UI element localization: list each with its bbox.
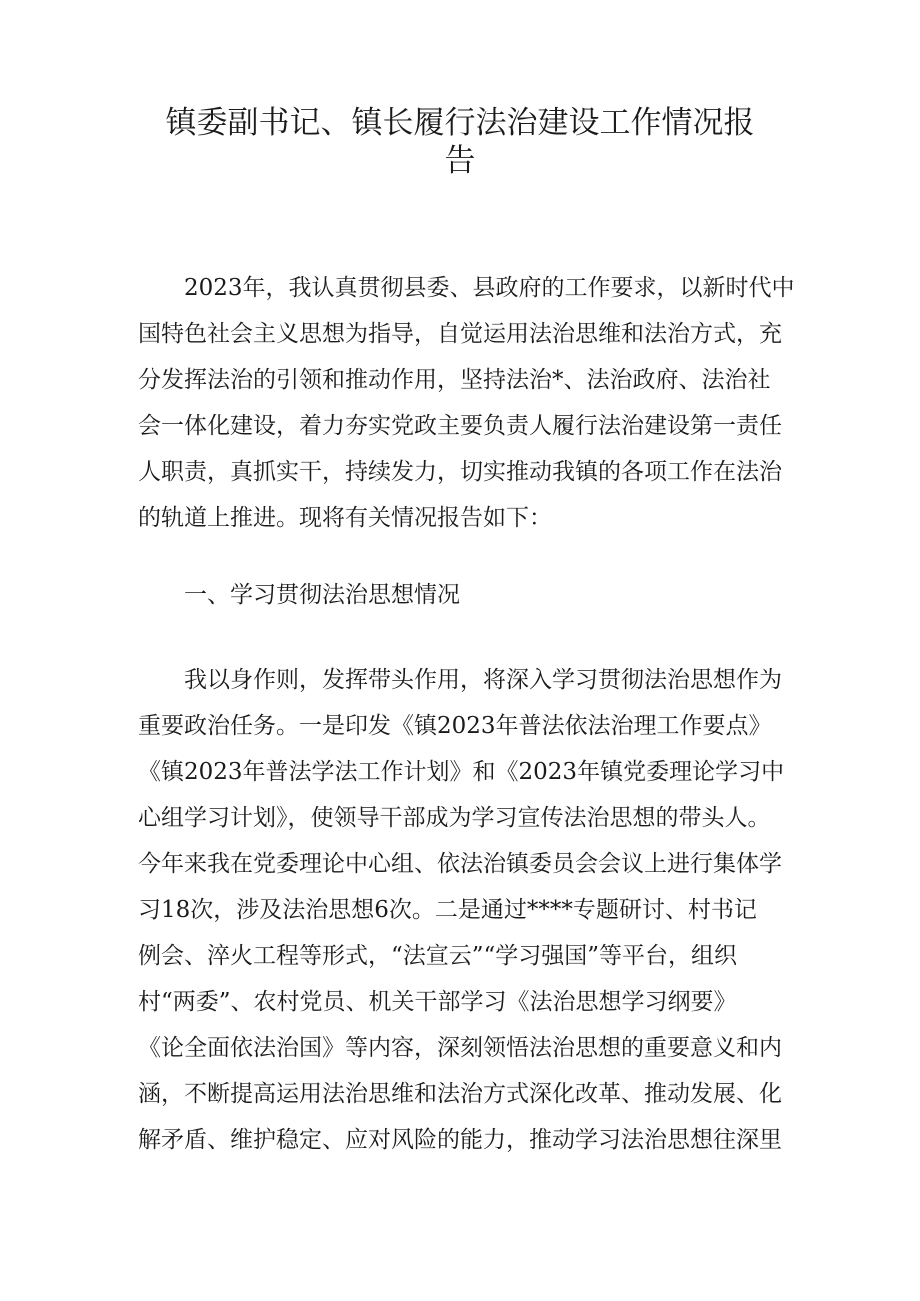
intro-line: 国特色社会主义思想为指导，自觉运用法治思维和法治方式，充 <box>138 321 782 347</box>
section-line: 村“两委”、农村党员、机关干部学习《法治思想学习纲要》 <box>138 989 737 1015</box>
section-line: 我以身作则，发挥带头作用，将深入学习贯彻法治思想作为 <box>138 667 782 693</box>
section-line: 习18次，涉及法治思想6次。二是通过****专题研讨、村书记 <box>138 897 757 923</box>
intro-line: 分发挥法治的引领和推动作用，坚持法治*、法治政府、法治社 <box>138 367 771 393</box>
section-line: 例会、淬火工程等形式，“法宣云”“学习强国”等平台，组织 <box>138 943 738 969</box>
section-line: 心组学习计划》，使领导干部成为学习宣传法治思想的带头人。 <box>138 805 771 831</box>
section-heading: 一、学习贯彻法治思想情况 <box>138 582 460 608</box>
section-line: 重要政治任务。一是印发《镇2023年普法依法治理工作要点》 <box>138 713 772 739</box>
intro-line: 2023年，我认真贯彻县委、县政府的工作要求，以新时代中 <box>138 275 795 301</box>
section-line: 今年来我在党委理论中心组、依法治镇委员会会议上进行集体学 <box>138 851 782 877</box>
intro-line: 会一体化建设，着力夯实党政主要负责人履行法治建设第一责任 <box>138 413 782 439</box>
section-line: 《镇2023年普法学法工作计划》和《2023年镇党委理论学习中 <box>138 759 785 785</box>
section-line: 涵，不断提高运用法治思维和法治方式深化改革、推动发展、化 <box>138 1081 782 1107</box>
title-line-2: 告 <box>444 143 476 179</box>
intro-line: 人职责，真抓实干，持续发力，切实推动我镇的各项工作在法治 <box>138 459 782 485</box>
section-line: 《论全面依法治国》等内容，深刻领悟法治思想的重要意义和内 <box>138 1035 782 1061</box>
document-title <box>130 104 790 180</box>
title-line-1: 镇委副书记、镇长履行法治建设工作情况报 <box>165 105 755 141</box>
section-line: 解矛盾、维护稳定、应对风险的能力，推动学习法治思想往深里 <box>138 1127 782 1153</box>
intro-line: 的轨道上推进。现将有关情况报告如下： <box>138 505 552 531</box>
